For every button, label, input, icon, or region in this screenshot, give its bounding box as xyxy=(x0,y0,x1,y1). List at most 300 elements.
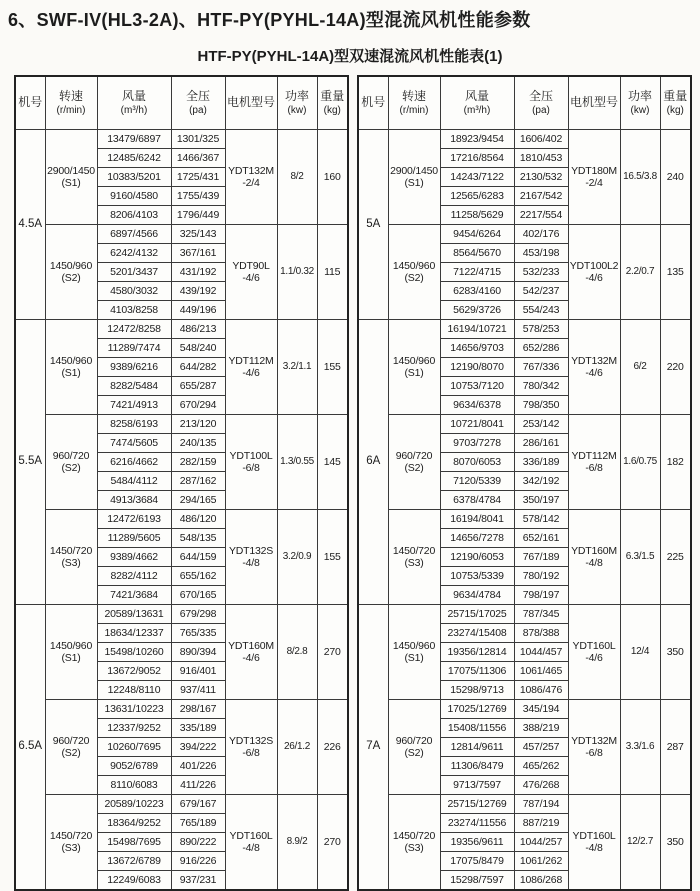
column-label: 电机型号 xyxy=(226,95,275,110)
motor-model-line1: YDT132S xyxy=(228,734,274,747)
power-cell: 26/1.2 xyxy=(277,700,317,795)
flow-cell: 5484/4112 xyxy=(97,472,171,491)
motor-model-line2: -4/6 xyxy=(585,272,603,284)
speed-cell xyxy=(388,130,440,225)
pressure-cell: 394/222 xyxy=(171,738,225,757)
weight-cell: 226 xyxy=(317,700,348,795)
power-cell: 1.6/0.75 xyxy=(620,415,660,510)
pressure-cell: 298/167 xyxy=(171,700,225,719)
flow-cell: 10383/5201 xyxy=(97,168,171,187)
flow-cell: 18364/9252 xyxy=(97,814,171,833)
speed-value: 1450/720 xyxy=(49,829,93,842)
column-unit: (m³/h) xyxy=(120,104,148,116)
speed-value: 960/720 xyxy=(52,449,90,462)
flow-cell: 19356/12814 xyxy=(440,643,514,662)
motor-model-cell xyxy=(568,795,620,891)
data-row xyxy=(358,700,691,719)
motor-model-line2: -4/8 xyxy=(585,842,603,854)
pressure-cell: 765/335 xyxy=(171,624,225,643)
flow-cell: 20589/13631 xyxy=(97,605,171,624)
flow-cell: 25715/17025 xyxy=(440,605,514,624)
speed-cell xyxy=(388,700,440,795)
speed-value: 1450/720 xyxy=(392,544,436,557)
column-header-weight xyxy=(317,76,348,130)
pressure-cell: 367/161 xyxy=(171,244,225,263)
flow-cell: 8258/6193 xyxy=(97,415,171,434)
column-unit: (m³/h) xyxy=(463,104,491,116)
flow-cell: 6897/4566 xyxy=(97,225,171,244)
motor-model-cell xyxy=(568,605,620,700)
pressure-cell: 1061/262 xyxy=(514,852,568,871)
flow-cell: 8206/4103 xyxy=(97,206,171,225)
flow-cell: 16194/8041 xyxy=(440,510,514,529)
column-label: 机号 xyxy=(18,95,43,110)
motor-model-line1: YDT160M xyxy=(571,544,617,557)
pressure-cell: 655/162 xyxy=(171,567,225,586)
speed-cell xyxy=(45,700,97,795)
pressure-cell: 1606/402 xyxy=(514,130,568,149)
flow-cell: 15298/7597 xyxy=(440,871,514,891)
column-unit: (pa) xyxy=(532,104,550,116)
motor-model-cell xyxy=(225,605,277,700)
flow-cell: 7122/4715 xyxy=(440,263,514,282)
column-header-flow xyxy=(440,76,514,130)
pressure-cell: 767/189 xyxy=(514,548,568,567)
flow-cell: 13672/6789 xyxy=(97,852,171,871)
pressure-cell: 350/197 xyxy=(514,491,568,510)
speed-cell xyxy=(388,605,440,700)
weight-cell: 350 xyxy=(660,795,691,891)
flow-cell: 19356/9611 xyxy=(440,833,514,852)
weight-cell: 155 xyxy=(317,510,348,605)
power-cell: 3.3/1.6 xyxy=(620,700,660,795)
column-label: 机号 xyxy=(361,95,386,110)
machine-number-cell: 6A xyxy=(358,320,388,605)
pressure-cell: 644/159 xyxy=(171,548,225,567)
speed-mode: (S2) xyxy=(61,747,81,759)
motor-model-line1: YDT160L xyxy=(572,829,616,842)
pressure-cell: 287/162 xyxy=(171,472,225,491)
weight-cell: 182 xyxy=(660,415,691,510)
motor-model-line2: -2/4 xyxy=(242,177,260,189)
flow-cell: 12565/6283 xyxy=(440,187,514,206)
flow-cell: 6216/4662 xyxy=(97,453,171,472)
flow-cell: 23274/11556 xyxy=(440,814,514,833)
flow-cell: 12472/8258 xyxy=(97,320,171,339)
motor-model-line2: -6/8 xyxy=(242,462,260,474)
pressure-cell: 2167/542 xyxy=(514,187,568,206)
data-row xyxy=(15,510,348,529)
pressure-cell: 240/135 xyxy=(171,434,225,453)
data-row xyxy=(358,320,691,339)
data-row xyxy=(358,130,691,149)
speed-value: 1450/960 xyxy=(392,639,436,652)
column-header-flow xyxy=(97,76,171,130)
pressure-cell: 402/176 xyxy=(514,225,568,244)
data-row xyxy=(15,130,348,149)
speed-mode: (S3) xyxy=(61,842,81,854)
motor-model-line1: YDT90L xyxy=(232,259,270,272)
motor-model-cell xyxy=(568,225,620,320)
column-header-pressure xyxy=(171,76,225,130)
pressure-cell: 767/336 xyxy=(514,358,568,377)
weight-cell: 160 xyxy=(317,130,348,225)
column-unit: (kg) xyxy=(666,104,684,116)
speed-cell xyxy=(388,510,440,605)
speed-value: 1450/960 xyxy=(49,259,93,272)
pressure-cell: 294/165 xyxy=(171,491,225,510)
motor-model-line1: YDT112M xyxy=(228,354,274,367)
pressure-cell: 887/219 xyxy=(514,814,568,833)
weight-cell: 225 xyxy=(660,510,691,605)
power-cell: 16.5/3.8 xyxy=(620,130,660,225)
flow-cell: 25715/12769 xyxy=(440,795,514,814)
motor-model-cell xyxy=(225,510,277,605)
pressure-cell: 655/287 xyxy=(171,377,225,396)
motor-model-line1: YDT112M xyxy=(571,449,617,462)
motor-model-line2: -6/8 xyxy=(585,462,603,474)
speed-mode: (S1) xyxy=(404,367,424,379)
flow-cell: 17216/8564 xyxy=(440,149,514,168)
power-cell: 8/2 xyxy=(277,130,317,225)
speed-mode: (S3) xyxy=(61,557,81,569)
pressure-cell: 336/189 xyxy=(514,453,568,472)
data-row xyxy=(15,700,348,719)
pressure-cell: 439/192 xyxy=(171,282,225,301)
speed-value: 1450/960 xyxy=(392,354,436,367)
data-row xyxy=(358,415,691,434)
pressure-cell: 798/197 xyxy=(514,586,568,605)
motor-model-line1: YDT160L xyxy=(229,829,273,842)
speed-mode: (S2) xyxy=(61,462,81,474)
pressure-cell: 1301/325 xyxy=(171,130,225,149)
pressure-cell: 578/253 xyxy=(514,320,568,339)
flow-cell: 8070/6053 xyxy=(440,453,514,472)
motor-model-line2: -4/6 xyxy=(242,367,260,379)
pressure-cell: 342/192 xyxy=(514,472,568,491)
motor-model-line1: YDT132M xyxy=(571,734,617,747)
pressure-cell: 916/226 xyxy=(171,852,225,871)
speed-cell xyxy=(45,130,97,225)
power-cell: 3.2/1.1 xyxy=(277,320,317,415)
data-row xyxy=(358,510,691,529)
flow-cell: 9713/7597 xyxy=(440,776,514,795)
flow-cell: 10753/5339 xyxy=(440,567,514,586)
speed-cell xyxy=(388,225,440,320)
flow-cell: 23274/15408 xyxy=(440,624,514,643)
tables-container xyxy=(0,75,700,891)
speed-value: 1450/960 xyxy=(49,354,93,367)
column-unit: (kw) xyxy=(287,104,307,116)
pressure-cell: 787/345 xyxy=(514,605,568,624)
weight-cell: 155 xyxy=(317,320,348,415)
flow-cell: 12814/9611 xyxy=(440,738,514,757)
flow-cell: 9634/6378 xyxy=(440,396,514,415)
speed-cell xyxy=(45,605,97,700)
speed-cell xyxy=(388,795,440,891)
speed-value: 1450/720 xyxy=(392,829,436,842)
flow-cell: 11258/5629 xyxy=(440,206,514,225)
pressure-cell: 1086/476 xyxy=(514,681,568,700)
pressure-cell: 1086/268 xyxy=(514,871,568,891)
motor-model-cell xyxy=(568,415,620,510)
motor-model-cell xyxy=(225,795,277,891)
column-label: 转速 xyxy=(401,88,426,103)
pressure-cell: 890/222 xyxy=(171,833,225,852)
flow-cell: 9389/4662 xyxy=(97,548,171,567)
pressure-cell: 1755/439 xyxy=(171,187,225,206)
data-row xyxy=(15,225,348,244)
pressure-cell: 453/198 xyxy=(514,244,568,263)
pressure-cell: 578/142 xyxy=(514,510,568,529)
flow-cell: 13672/9052 xyxy=(97,662,171,681)
flow-cell: 13479/6897 xyxy=(97,130,171,149)
motor-model-line2: -4/6 xyxy=(242,272,260,284)
pressure-cell: 937/411 xyxy=(171,681,225,700)
pressure-cell: 486/213 xyxy=(171,320,225,339)
weight-cell: 350 xyxy=(660,605,691,700)
data-row xyxy=(358,605,691,624)
column-label: 功率 xyxy=(627,88,652,103)
flow-cell: 12190/6053 xyxy=(440,548,514,567)
flow-cell: 9160/4580 xyxy=(97,187,171,206)
flow-cell: 18634/12337 xyxy=(97,624,171,643)
flow-cell: 10753/7120 xyxy=(440,377,514,396)
motor-model-line2: -4/6 xyxy=(242,652,260,664)
motor-model-line2: -6/8 xyxy=(585,747,603,759)
weight-cell: 115 xyxy=(317,225,348,320)
pressure-cell: 542/237 xyxy=(514,282,568,301)
motor-model-line2: -6/8 xyxy=(242,747,260,759)
speed-cell xyxy=(45,415,97,510)
pressure-cell: 1796/449 xyxy=(171,206,225,225)
motor-model-line1: YDT180M xyxy=(571,164,617,177)
speed-cell xyxy=(388,320,440,415)
weight-cell: 145 xyxy=(317,415,348,510)
speed-mode: (S1) xyxy=(61,367,81,379)
flow-cell: 9634/4784 xyxy=(440,586,514,605)
pressure-cell: 679/298 xyxy=(171,605,225,624)
power-cell: 6/2 xyxy=(620,320,660,415)
motor-model-line1: YDT132M xyxy=(228,164,274,177)
pressure-cell: 878/388 xyxy=(514,624,568,643)
pressure-cell: 2130/532 xyxy=(514,168,568,187)
motor-model-line2: -4/8 xyxy=(242,557,260,569)
machine-number-cell: 6.5A xyxy=(15,605,45,891)
table-title: HTF-PY(PYHL-14A)型双速混流风机性能表(1) xyxy=(197,48,503,65)
column-label: 重量 xyxy=(320,88,345,103)
column-header-machine xyxy=(358,76,388,130)
pressure-cell: 1044/257 xyxy=(514,833,568,852)
pressure-cell: 335/189 xyxy=(171,719,225,738)
column-label: 风量 xyxy=(121,88,146,103)
motor-model-line1: YDT100L2 xyxy=(569,259,619,272)
speed-mode: (S3) xyxy=(404,842,424,854)
motor-model-cell xyxy=(225,130,277,225)
flow-cell: 15498/7695 xyxy=(97,833,171,852)
power-cell: 1.1/0.32 xyxy=(277,225,317,320)
motor-model-line2: -4/8 xyxy=(585,557,603,569)
flow-cell: 11289/5605 xyxy=(97,529,171,548)
column-label: 全压 xyxy=(185,88,210,103)
header-row xyxy=(15,76,348,130)
flow-cell: 8110/6083 xyxy=(97,776,171,795)
flow-cell: 4103/8258 xyxy=(97,301,171,320)
column-unit: (kg) xyxy=(323,104,341,116)
flow-cell: 11289/7474 xyxy=(97,339,171,358)
motor-model-line1: YDT132M xyxy=(571,354,617,367)
flow-cell: 13631/10223 xyxy=(97,700,171,719)
weight-cell: 270 xyxy=(317,795,348,891)
speed-mode: (S2) xyxy=(404,272,424,284)
speed-value: 2900/1450 xyxy=(47,164,95,177)
flow-cell: 9389/6216 xyxy=(97,358,171,377)
flow-cell: 14656/9703 xyxy=(440,339,514,358)
speed-mode: (S1) xyxy=(404,177,424,189)
column-label: 转速 xyxy=(58,88,83,103)
motor-model-cell xyxy=(568,700,620,795)
flow-cell: 7421/4913 xyxy=(97,396,171,415)
power-cell: 8/2.8 xyxy=(277,605,317,700)
pressure-cell: 1044/457 xyxy=(514,643,568,662)
flow-cell: 20589/10223 xyxy=(97,795,171,814)
column-label: 功率 xyxy=(284,88,309,103)
header-row xyxy=(358,76,691,130)
pressure-cell: 213/120 xyxy=(171,415,225,434)
pressure-cell: 282/159 xyxy=(171,453,225,472)
column-unit: (r/min) xyxy=(399,104,429,116)
flow-cell: 16194/10721 xyxy=(440,320,514,339)
weight-cell: 220 xyxy=(660,320,691,415)
speed-cell xyxy=(388,415,440,510)
pressure-cell: 670/165 xyxy=(171,586,225,605)
pressure-cell: 325/143 xyxy=(171,225,225,244)
pressure-cell: 780/192 xyxy=(514,567,568,586)
machine-number-cell: 4.5A xyxy=(15,130,45,320)
flow-cell: 10721/8041 xyxy=(440,415,514,434)
column-unit: (pa) xyxy=(189,104,207,116)
flow-cell: 4580/3032 xyxy=(97,282,171,301)
motor-model-line1: YDT100L xyxy=(229,449,273,462)
pressure-cell: 1810/453 xyxy=(514,149,568,168)
speed-value: 1450/720 xyxy=(49,544,93,557)
flow-cell: 8282/4112 xyxy=(97,567,171,586)
speed-value: 1450/960 xyxy=(392,259,436,272)
flow-cell: 6378/4784 xyxy=(440,491,514,510)
weight-cell: 270 xyxy=(317,605,348,700)
speed-mode: (S2) xyxy=(404,462,424,474)
pressure-cell: 1725/431 xyxy=(171,168,225,187)
weight-cell: 287 xyxy=(660,700,691,795)
column-header-motor xyxy=(225,76,277,130)
flow-cell: 8564/5670 xyxy=(440,244,514,263)
machine-number-cell: 5.5A xyxy=(15,320,45,605)
speed-cell xyxy=(45,510,97,605)
speed-mode: (S2) xyxy=(61,272,81,284)
speed-mode: (S1) xyxy=(61,652,81,664)
flow-cell: 9703/7278 xyxy=(440,434,514,453)
column-header-weight xyxy=(660,76,691,130)
motor-model-cell xyxy=(568,130,620,225)
pressure-cell: 465/262 xyxy=(514,757,568,776)
pressure-cell: 679/167 xyxy=(171,795,225,814)
speed-cell xyxy=(45,795,97,891)
column-label: 电机型号 xyxy=(569,95,618,110)
pressure-cell: 1061/465 xyxy=(514,662,568,681)
speed-value: 960/720 xyxy=(395,734,433,747)
machine-number-cell: 5A xyxy=(358,130,388,320)
column-header-power xyxy=(277,76,317,130)
machine-number-cell: 7A xyxy=(358,605,388,891)
pressure-cell: 548/135 xyxy=(171,529,225,548)
pressure-cell: 388/219 xyxy=(514,719,568,738)
speed-value: 960/720 xyxy=(52,734,90,747)
flow-cell: 12472/6193 xyxy=(97,510,171,529)
motor-model-line2: -4/6 xyxy=(585,652,603,664)
power-cell: 2.2/0.7 xyxy=(620,225,660,320)
speed-mode: (S2) xyxy=(404,747,424,759)
pressure-cell: 532/233 xyxy=(514,263,568,282)
pressure-cell: 937/231 xyxy=(171,871,225,891)
power-cell: 1.3/0.55 xyxy=(277,415,317,510)
pressure-cell: 2217/554 xyxy=(514,206,568,225)
motor-model-line2: -2/4 xyxy=(585,177,603,189)
pressure-cell: 449/196 xyxy=(171,301,225,320)
speed-cell xyxy=(45,320,97,415)
pressure-cell: 457/257 xyxy=(514,738,568,757)
flow-cell: 12485/6242 xyxy=(97,149,171,168)
column-header-speed xyxy=(388,76,440,130)
pressure-cell: 253/142 xyxy=(514,415,568,434)
flow-cell: 12190/8070 xyxy=(440,358,514,377)
pressure-cell: 765/189 xyxy=(171,814,225,833)
pressure-cell: 486/120 xyxy=(171,510,225,529)
pressure-cell: 548/240 xyxy=(171,339,225,358)
data-row xyxy=(358,795,691,814)
flow-cell: 11306/8479 xyxy=(440,757,514,776)
pressure-cell: 476/268 xyxy=(514,776,568,795)
flow-cell: 15498/10260 xyxy=(97,643,171,662)
data-row xyxy=(15,320,348,339)
performance-table-left xyxy=(14,75,349,891)
flow-cell: 6242/4132 xyxy=(97,244,171,263)
speed-mode: (S1) xyxy=(404,652,424,664)
flow-cell: 8282/5484 xyxy=(97,377,171,396)
pressure-cell: 798/350 xyxy=(514,396,568,415)
pressure-cell: 286/161 xyxy=(514,434,568,453)
flow-cell: 6283/4160 xyxy=(440,282,514,301)
performance-table-right xyxy=(357,75,692,891)
motor-model-cell xyxy=(225,320,277,415)
pressure-cell: 787/194 xyxy=(514,795,568,814)
flow-cell: 12337/9252 xyxy=(97,719,171,738)
pressure-cell: 345/194 xyxy=(514,700,568,719)
flow-cell: 12248/8110 xyxy=(97,681,171,700)
flow-cell: 5629/3726 xyxy=(440,301,514,320)
column-label: 重量 xyxy=(663,88,688,103)
data-row xyxy=(15,795,348,814)
column-header-motor xyxy=(568,76,620,130)
pressure-cell: 1466/367 xyxy=(171,149,225,168)
motor-model-line1: YDT132S xyxy=(228,544,274,557)
flow-cell: 17075/11306 xyxy=(440,662,514,681)
flow-cell: 5201/3437 xyxy=(97,263,171,282)
power-cell: 6.3/1.5 xyxy=(620,510,660,605)
column-unit: (r/min) xyxy=(56,104,86,116)
column-header-speed xyxy=(45,76,97,130)
data-row xyxy=(358,225,691,244)
flow-cell: 15408/11556 xyxy=(440,719,514,738)
